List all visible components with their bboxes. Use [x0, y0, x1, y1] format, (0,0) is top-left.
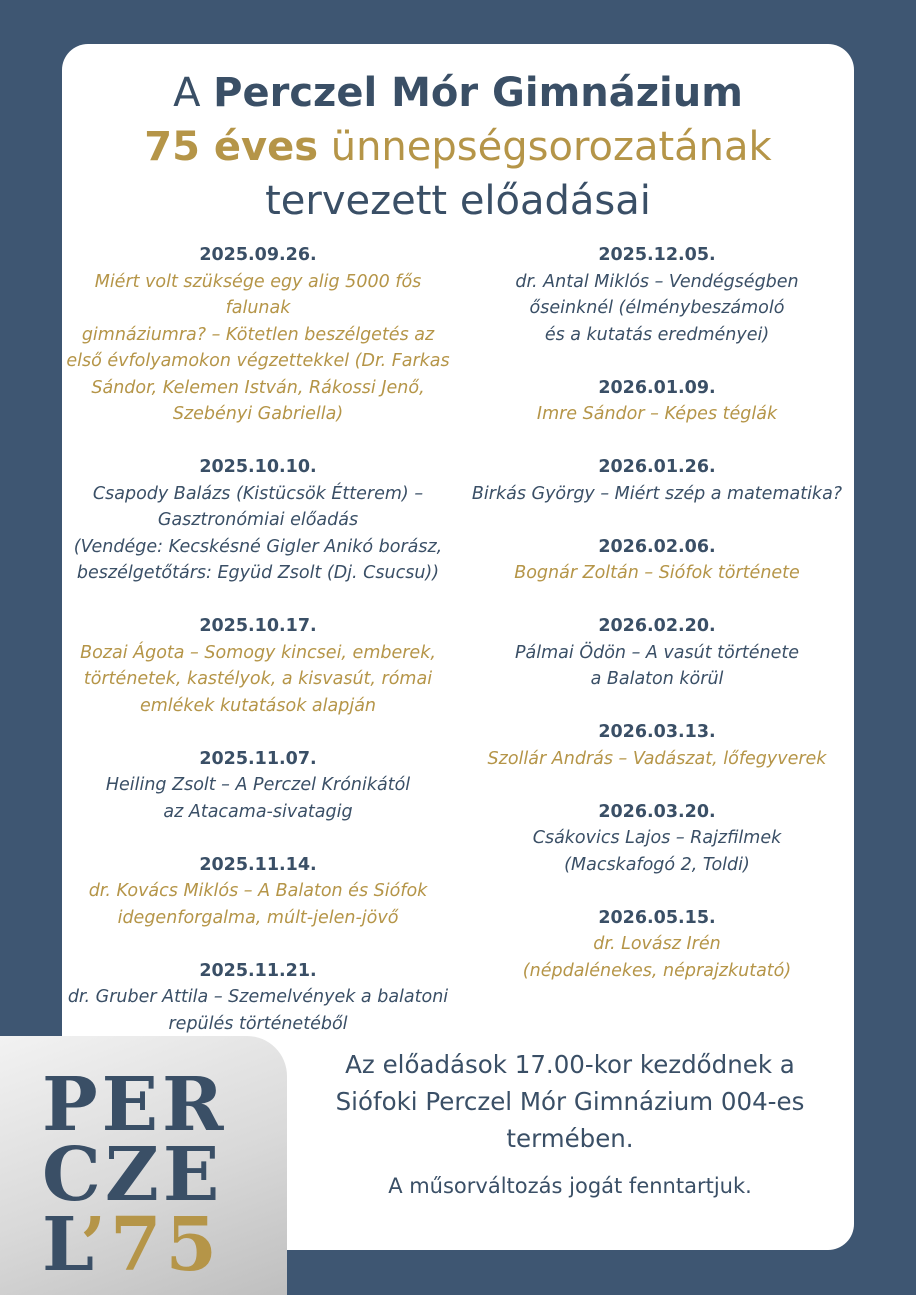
event-item	[62, 454, 454, 587]
event-date: 2025.09.26.	[199, 245, 317, 265]
event-description: Csapody Balázs (Kistücsök Étterem) – Gasztronómiai előadás (Vendége: Kecskésné Gigler Anikó borász, beszélgetőtárs: Együd Zsolt (Dj. Csucsu))	[73, 483, 443, 583]
event-description: Bognár Zoltán – Siófok története	[514, 563, 800, 583]
venue-info	[300, 1046, 840, 1201]
event-item	[460, 375, 854, 428]
event-description: Heiling Zsolt – A Perczel Krónikától az Atacama-sivatagig	[105, 775, 411, 822]
event-date: 2026.02.20.	[598, 616, 716, 636]
event-date: 2026.03.20.	[598, 801, 716, 822]
event-item	[62, 242, 454, 428]
title-line-2	[62, 120, 854, 174]
event-date: 2025.11.14.	[199, 854, 317, 875]
series-label: ünnepségsorozatának	[318, 124, 772, 170]
event-description: dr. Kovács Miklós – A Balaton és Siófok idegenforgalma, múlt-jelen-jövő	[88, 881, 428, 928]
event-date: 2026.01.09.	[598, 377, 716, 398]
school-name: Perczel Mór Gimnázium	[213, 70, 743, 116]
event-date: 2026.01.26.	[598, 457, 716, 477]
event-date: 2026.05.15.	[598, 907, 716, 928]
logo-row-2: CZE	[42, 1132, 224, 1218]
event-description: Imre Sándor – Képes téglák	[536, 404, 778, 424]
event-date: 2025.10.10.	[199, 457, 317, 477]
title-prefix: A	[173, 70, 214, 116]
perczel-75-logo	[0, 1036, 287, 1295]
event-date: 2026.03.13.	[598, 722, 716, 742]
logo-row-1: PER	[42, 1062, 228, 1148]
page-title	[62, 66, 854, 228]
event-item	[62, 746, 454, 826]
start-time-notice: Az előadások 17.00-kor kezdődnek a Siófoki Perczel Mór Gimnázium 004-es termében.	[335, 1050, 805, 1153]
logo-row-3	[42, 1202, 228, 1288]
events-right-column	[460, 242, 854, 1011]
event-description: Csákovics Lajos – Rajzfilmek (Macskafogó 2, Toldi)	[532, 828, 782, 875]
event-description: Birkás György – Miért szép a matematika?	[471, 483, 843, 504]
event-item	[460, 242, 854, 348]
event-item	[460, 534, 854, 587]
logo-letter: L	[42, 1202, 81, 1288]
event-item	[460, 799, 854, 879]
logo-wordmark	[42, 1062, 228, 1288]
event-item	[62, 613, 454, 719]
event-description: Pálmai Ödön – A vasút története a Balaton körül	[514, 642, 800, 689]
event-date: 2026.02.06.	[598, 536, 716, 557]
events-left-column	[62, 242, 454, 1064]
event-item	[62, 958, 454, 1038]
change-disclaimer: A műsorváltozás jogát fenntartjuk.	[388, 1174, 752, 1198]
title-line-1	[62, 66, 854, 120]
event-date: 2025.11.07.	[199, 748, 317, 769]
event-description: Bozai Ágota – Somogy kincsei, emberek, történetek, kastélyok, a kisvasút, római emlékek kutatások alapján	[80, 642, 436, 716]
event-date: 2025.10.17.	[199, 616, 317, 636]
event-description: dr. Lovász Irén (népdalénekes, néprajzkutató)	[522, 934, 792, 981]
event-description: Miért volt szüksége egy alig 5000 fős falunak gimnáziumra? – Kötetlen beszélgetés az első évfolyamokon végzettekkel (Dr. Farkas Sándor, Kelemen István, Rákossi Jenő, Szebényi Gabriella)	[66, 271, 450, 424]
event-item	[460, 613, 854, 693]
event-description: dr. Gruber Attila – Szemelvények a balatoni repülés történetéből	[67, 987, 449, 1034]
event-item	[460, 905, 854, 985]
event-date: 2025.11.21.	[199, 960, 317, 981]
event-item	[62, 852, 454, 932]
event-description: dr. Antal Miklós – Vendégségben őseinknél (élménybeszámoló és a kutatás eredményei)	[515, 271, 799, 345]
anniversary-label: 75 éves	[144, 124, 319, 170]
event-description: Szollár András – Vadászat, lőfegyverek	[487, 748, 827, 769]
event-item	[460, 719, 854, 772]
logo-number: ’75	[80, 1202, 222, 1288]
event-item	[460, 454, 854, 507]
event-date: 2025.12.05.	[598, 245, 716, 265]
title-line-3: tervezett előadásai	[265, 178, 651, 224]
